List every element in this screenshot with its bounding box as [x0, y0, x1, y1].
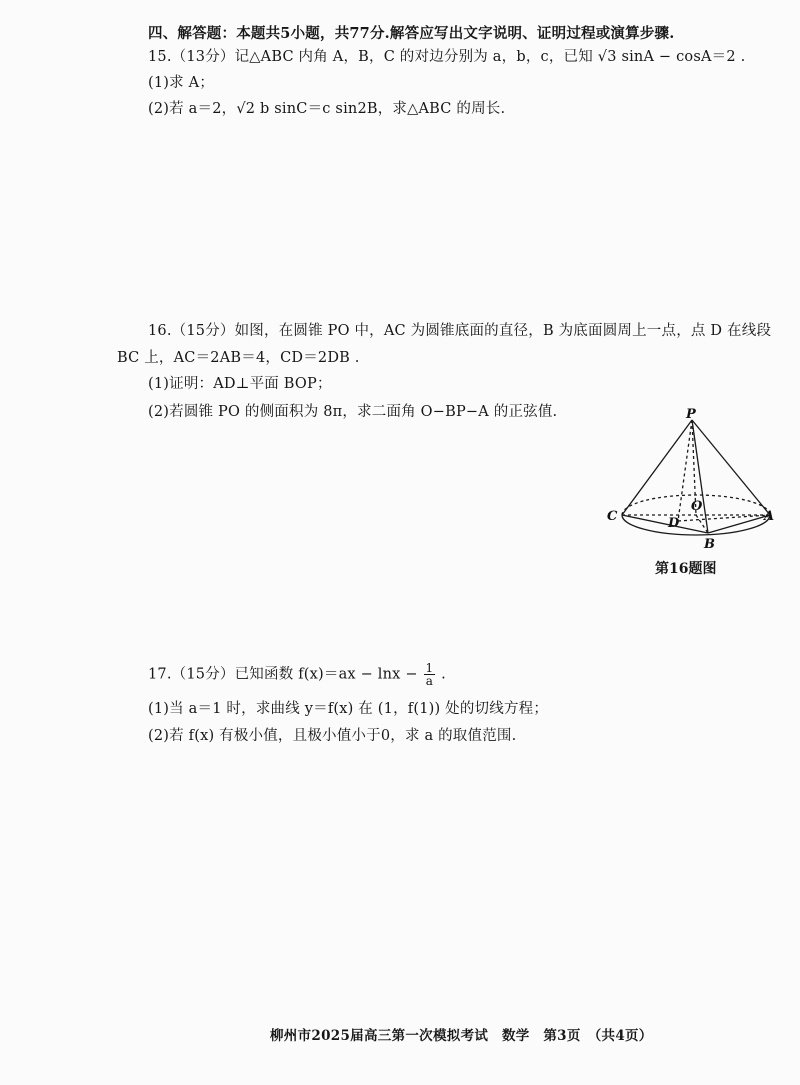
edge-PC [622, 420, 692, 515]
q16-stem-line1: 16.（15分）如图，在圆锥 PO 中，AC 为圆锥底面的直径，B 为底面圆周上一点，点 D 在线段 [148, 323, 772, 339]
label-B: B [704, 537, 715, 552]
q16-part1: (1)证明：AD⊥平面 BOP； [148, 376, 332, 392]
label-A: A [764, 509, 775, 524]
page-footer: 柳州市2025届高三第一次模拟考试 数学 第3页 （共4页） [270, 1028, 653, 1044]
label-O: O [691, 499, 703, 514]
q15-part1: (1)求 A； [148, 75, 215, 91]
q16-part2: (2)若圆锥 PO 的侧面积为 8π，求二面角 O−BP−A 的正弦值. [148, 404, 558, 420]
chord-CB [622, 515, 708, 533]
segment-AD [678, 515, 770, 521]
q17-fraction-numerator: 1 [425, 661, 434, 675]
q15-part2: (2)若 a＝2，√2 b sinC＝c sin2B，求△ABC 的周长. [148, 101, 506, 117]
label-C: C [607, 509, 618, 524]
label-D: D [668, 516, 680, 531]
q17-part1: (1)当 a＝1 时，求曲线 y＝f(x) 在 (1，f(1)) 处的切线方程； [148, 701, 549, 717]
q17-fraction-denominator: a [425, 674, 434, 688]
cone-base-front-arc [622, 515, 770, 535]
q17-part2: (2)若 f(x) 有极小值，且极小值小于0，求 a 的取值范围. [148, 728, 517, 744]
figure-caption: 第16题图 [655, 561, 717, 577]
q16-stem-line2: BC 上，AC＝2AB＝4，CD＝2DB . [117, 350, 360, 366]
q17-stem-prefix: 17.（15分）已知函数 f(x)＝ax − lnx − [148, 666, 418, 683]
q15-stem: 15.（13分）记△ABC 内角 A，B，C 的对边分别为 a，b，c，已知 √3 sinA − cosA＝2 . [148, 49, 746, 65]
chord-BA [708, 515, 770, 533]
q17-stem-suffix: . [441, 666, 446, 683]
q17-fraction [424, 662, 436, 687]
label-P: P [686, 407, 696, 422]
section-header: 四、解答题：本题共5小题，共77分.解答应写出文字说明、证明过程或演算步骤. [148, 25, 675, 42]
q17-stem [148, 662, 446, 687]
